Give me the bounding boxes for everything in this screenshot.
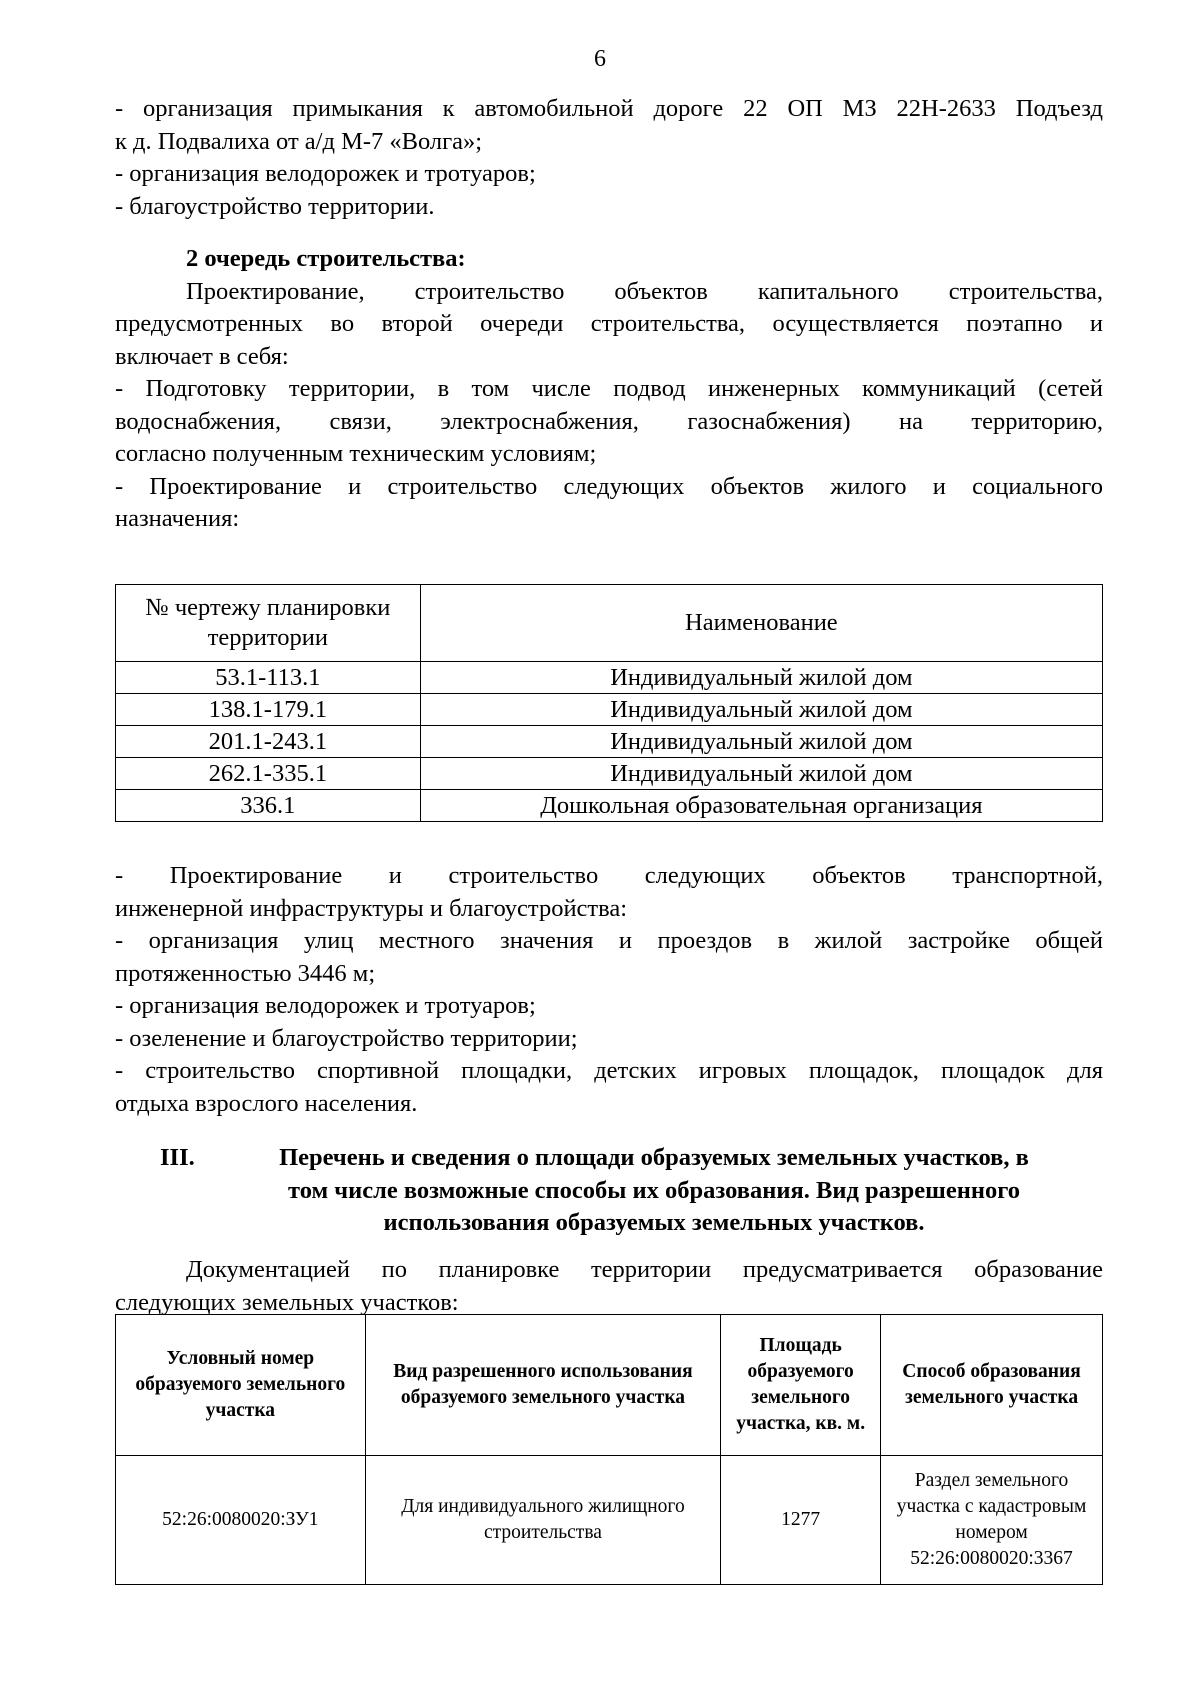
section-title-line: Перечень и сведения о площади образуемых земельных участков, в <box>279 1144 1029 1171</box>
cell-number: 336.1 <box>116 790 421 822</box>
table-row <box>116 758 1103 790</box>
intro-item: - организация велодорожек и тротуаров; <box>115 160 536 187</box>
intro-item: к д. Подвалиха от а/д М-7 «Волга»; <box>115 127 483 155</box>
stage2-prep-line: согласно полученным техническим условиям; <box>115 440 597 467</box>
cell-number: 138.1-179.1 <box>116 694 421 726</box>
stage2-heading: 2 очередь строительства: <box>186 245 466 272</box>
infra-line: - организация улиц местного значения и проездов в жилой застройке общей <box>115 927 1103 954</box>
section-intro-line: Документацией по планировке территории предусматривается образование <box>186 1256 1103 1283</box>
cell-plot-id: 52:26:0080020:ЗУ1 <box>116 1456 366 1585</box>
objects-table <box>115 584 1103 822</box>
stage2-prep-line: - Подготовку территории, в том числе подвод инженерных коммуникаций (сетей <box>115 375 1103 402</box>
infra-list <box>115 860 1103 1120</box>
infra-line: инженерной инфраструктуры и благоустройства: <box>115 894 628 922</box>
plots-table <box>115 1314 1103 1585</box>
cell-number: 262.1-335.1 <box>116 758 421 790</box>
plots-table-header <box>116 1315 1103 1456</box>
stage2-design-line: назначения: <box>115 505 240 532</box>
infra-line: протяженностью 3446 м; <box>115 959 376 987</box>
stage2-design-line: - Проектирование и строительство следующих объектов жилого и социального <box>115 472 1103 500</box>
stage2-prep-line: водоснабжения, связи, электроснабжения, газоснабжения) на территорию, <box>115 407 1103 435</box>
cell-name: Дошкольная образовательная организация <box>420 790 1102 822</box>
cell-number: 53.1-113.1 <box>116 662 421 694</box>
table-row <box>116 662 1103 694</box>
intro-list <box>115 93 1103 223</box>
column-header-method: Способ образования земельного участка <box>881 1315 1103 1456</box>
column-header-name: Наименование <box>420 585 1102 662</box>
column-header-number: № чертежу планировки территории <box>116 585 421 662</box>
infra-line: - озеленение и благоустройство территории; <box>115 1024 578 1052</box>
section-title-line: том числе возможные способы их образования. Вид разрешенного <box>288 1176 1020 1204</box>
section-title-line: использования образуемых земельных участков. <box>383 1209 925 1236</box>
infra-line: отдыха взрослого населения. <box>115 1089 418 1117</box>
cell-method: Раздел земельного участка с кадастровым номером 52:26:0080020:3367 <box>881 1456 1103 1585</box>
cell-name: Индивидуальный жилой дом <box>420 758 1102 790</box>
section-3-intro <box>115 1254 1103 1319</box>
section-intro-line: следующих земельных участков: <box>115 1288 459 1316</box>
infra-line: - организация велодорожек и тротуаров; <box>115 992 536 1019</box>
table-row <box>116 1456 1103 1585</box>
table-row <box>116 726 1103 758</box>
cell-name: Индивидуальный жилой дом <box>420 726 1102 758</box>
column-header-area: Площадь образуемого земельного участка, кв. м. <box>721 1315 881 1456</box>
stage2-section <box>115 243 1103 536</box>
table-row <box>116 790 1103 822</box>
section-3-heading <box>115 1142 1103 1240</box>
stage2-paragraph-line: предусмотренных во второй очереди строительства, осуществляется поэтапно и <box>115 310 1103 337</box>
cell-area: 1277 <box>721 1456 881 1585</box>
cell-name: Индивидуальный жилой дом <box>420 694 1102 726</box>
infra-line: - строительство спортивной площадки, детских игровых площадок, площадок для <box>115 1057 1103 1084</box>
cell-name: Индивидуальный жилой дом <box>420 662 1102 694</box>
stage2-paragraph-line: включает в себя: <box>115 342 289 370</box>
objects-table-header <box>116 585 1103 662</box>
section-number: III. <box>160 1144 195 1171</box>
column-header-plot-id: Условный номер образуемого земельного участка <box>116 1315 366 1456</box>
table-row <box>116 694 1103 726</box>
infra-line: - Проектирование и строительство следующих объектов транспортной, <box>115 862 1103 889</box>
stage2-paragraph-line: Проектирование, строительство объектов капитального строительства, <box>186 277 1103 305</box>
intro-item: - благоустройство территории. <box>115 192 435 220</box>
column-header-permitted-use: Вид разрешенного использования образуемого земельного участка <box>365 1315 721 1456</box>
page-number: 6 <box>594 46 606 72</box>
cell-permitted-use: Для индивидуального жилищного строительства <box>365 1456 721 1585</box>
cell-number: 201.1-243.1 <box>116 726 421 758</box>
intro-item: - организация примыкания к автомобильной дороге 22 ОП МЗ 22Н-2633 Подъезд <box>115 95 1103 122</box>
